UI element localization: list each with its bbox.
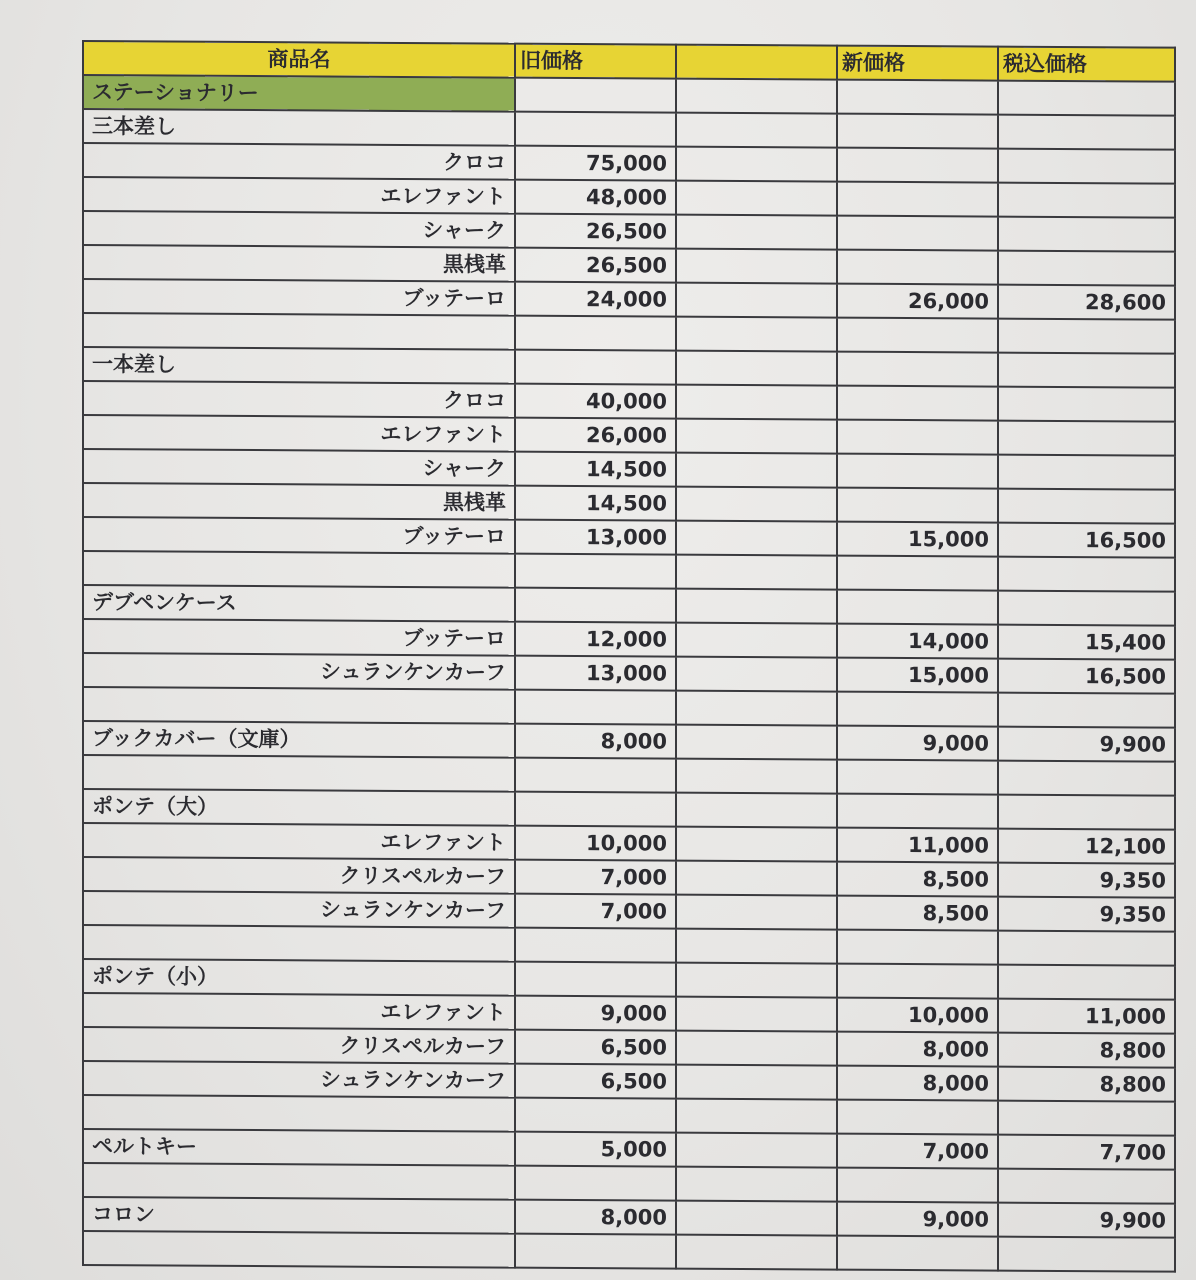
cell-blank	[676, 181, 837, 216]
cell-new-price: 8,000	[837, 1066, 998, 1101]
cell-old-price	[515, 1234, 676, 1269]
cell-new-price: 8,500	[837, 896, 998, 931]
cell-old-price: 26,500	[515, 248, 676, 283]
cell-blank	[676, 317, 837, 352]
cell-new-price: 11,000	[837, 828, 998, 863]
cell-blank	[676, 521, 837, 556]
cell-blank	[676, 759, 837, 794]
cell-old-price: 40,000	[515, 384, 676, 419]
cell-old-price: 6,500	[515, 1030, 676, 1065]
cell-new-price	[837, 420, 998, 455]
cell-tax-price: 7,700	[998, 1135, 1175, 1170]
cell-product-name: ペルトキー	[83, 1129, 515, 1166]
cell-product-name	[83, 925, 515, 962]
cell-blank	[676, 1099, 837, 1134]
cell-tax-price: 28,600	[998, 285, 1175, 320]
cell-new-price: 7,000	[837, 1134, 998, 1169]
cell-product-name: エレファント	[83, 177, 515, 214]
cell-new-price: 8,500	[837, 862, 998, 897]
cell-product-name	[83, 1163, 515, 1200]
cell-tax-price	[998, 387, 1175, 422]
cell-old-price: 26,500	[515, 214, 676, 249]
cell-blank	[676, 283, 837, 318]
cell-product-name	[83, 551, 515, 588]
cell-product-name: 黒桟革	[83, 483, 515, 520]
cell-blank	[676, 1201, 837, 1236]
cell-product-name: ブックカバー（文庫）	[83, 721, 515, 758]
cell-new-price	[837, 1236, 998, 1271]
cell-tax-price: 15,400	[998, 625, 1175, 660]
cell-blank	[676, 589, 837, 624]
cell-new-price	[837, 930, 998, 965]
category-label: ステーショナリー	[83, 75, 515, 112]
cell-blank	[676, 419, 837, 454]
cell-product-name: シャーク	[83, 211, 515, 248]
cell-product-name: 一本差し	[83, 347, 515, 384]
cell-old-price	[515, 690, 676, 725]
cell-old-price: 9,000	[515, 996, 676, 1031]
cell-blank	[676, 1065, 837, 1100]
cell-old-price	[515, 792, 676, 827]
cell-product-name: エレファント	[83, 993, 515, 1030]
cell-blank	[676, 861, 837, 896]
cell-new-price: 9,000	[837, 726, 998, 761]
cell-tax-price: 11,000	[998, 999, 1175, 1034]
cell-blank	[676, 385, 837, 420]
cell-new-price	[837, 488, 998, 523]
cell-tax-price: 9,900	[998, 727, 1175, 762]
cell-old-price: 7,000	[515, 860, 676, 895]
cell-old-price	[515, 350, 676, 385]
cell-tax-price	[998, 1101, 1175, 1136]
cell-tax-price	[998, 81, 1175, 116]
cell-product-name: デブペンケース	[83, 585, 515, 622]
price-table	[82, 40, 1176, 1273]
cell-product-name: ブッテーロ	[83, 619, 515, 656]
cell-new-price: 14,000	[837, 624, 998, 659]
cell-new-price	[837, 352, 998, 387]
cell-product-name: クリスペルカーフ	[83, 857, 515, 894]
cell-old-price	[515, 112, 676, 147]
cell-new-price	[837, 182, 998, 217]
cell-tax-price: 16,500	[998, 523, 1175, 558]
cell-new-price	[837, 556, 998, 591]
cell-tax-price: 8,800	[998, 1067, 1175, 1102]
cell-blank	[676, 929, 837, 964]
cell-blank	[676, 895, 837, 930]
cell-product-name: コロン	[83, 1197, 515, 1234]
cell-tax-price	[998, 183, 1175, 218]
cell-product-name	[83, 313, 515, 350]
cell-blank	[676, 147, 837, 182]
cell-tax-price	[998, 319, 1175, 354]
cell-tax-price	[998, 591, 1175, 626]
cell-blank	[676, 487, 837, 522]
cell-blank	[676, 623, 837, 658]
cell-old-price	[515, 554, 676, 589]
cell-product-name: シュランケンカーフ	[83, 653, 515, 690]
cell-tax-price	[998, 1169, 1175, 1204]
cell-old-price: 48,000	[515, 180, 676, 215]
header-tax-price: 税込価格	[998, 47, 1175, 82]
cell-old-price: 6,500	[515, 1064, 676, 1099]
header-product-name: 商品名	[83, 41, 515, 78]
cell-product-name: クロコ	[83, 143, 515, 180]
cell-blank	[676, 963, 837, 998]
cell-old-price	[515, 928, 676, 963]
cell-new-price	[837, 386, 998, 421]
cell-blank	[676, 691, 837, 726]
cell-tax-price	[998, 931, 1175, 966]
cell-old-price: 8,000	[515, 724, 676, 759]
cell-old-price: 10,000	[515, 826, 676, 861]
cell-old-price: 75,000	[515, 146, 676, 181]
cell-old-price: 13,000	[515, 656, 676, 691]
cell-old-price	[515, 962, 676, 997]
cell-product-name: クリスペルカーフ	[83, 1027, 515, 1064]
cell-old-price: 12,000	[515, 622, 676, 657]
cell-product-name: 三本差し	[83, 109, 515, 146]
cell-old-price: 7,000	[515, 894, 676, 929]
cell-tax-price: 9,350	[998, 897, 1175, 932]
cell-blank	[676, 725, 837, 760]
cell-product-name	[83, 755, 515, 792]
cell-product-name: エレファント	[83, 823, 515, 860]
header-old-price: 旧価格	[515, 44, 676, 79]
cell-product-name: ポンテ（大）	[83, 789, 515, 826]
cell-tax-price	[998, 1237, 1175, 1272]
cell-product-name: 黒桟革	[83, 245, 515, 282]
cell-blank	[676, 113, 837, 148]
cell-tax-price	[998, 761, 1175, 796]
cell-tax-price	[998, 115, 1175, 150]
cell-blank	[676, 555, 837, 590]
cell-tax-price	[998, 965, 1175, 1000]
cell-old-price	[515, 78, 676, 113]
cell-new-price	[837, 216, 998, 251]
cell-product-name: ブッテーロ	[83, 517, 515, 554]
cell-product-name: ポンテ（小）	[83, 959, 515, 996]
cell-old-price: 14,500	[515, 486, 676, 521]
cell-tax-price: 12,100	[998, 829, 1175, 864]
cell-new-price	[837, 1168, 998, 1203]
cell-product-name: エレファント	[83, 415, 515, 452]
cell-tax-price: 16,500	[998, 659, 1175, 694]
cell-old-price: 13,000	[515, 520, 676, 555]
cell-old-price: 14,500	[515, 452, 676, 487]
cell-new-price	[837, 590, 998, 625]
cell-tax-price	[998, 557, 1175, 592]
cell-tax-price: 9,900	[998, 1203, 1175, 1238]
cell-tax-price: 9,350	[998, 863, 1175, 898]
cell-new-price: 15,000	[837, 658, 998, 693]
cell-tax-price	[998, 455, 1175, 490]
cell-old-price: 26,000	[515, 418, 676, 453]
cell-product-name	[83, 1095, 515, 1132]
cell-blank	[676, 249, 837, 284]
cell-blank	[676, 453, 837, 488]
cell-new-price	[837, 318, 998, 353]
cell-blank	[676, 1133, 837, 1168]
cell-blank	[676, 351, 837, 386]
cell-new-price: 8,000	[837, 1032, 998, 1067]
cell-product-name	[83, 687, 515, 724]
cell-new-price: 10,000	[837, 998, 998, 1033]
cell-product-name: ブッテーロ	[83, 279, 515, 316]
cell-blank	[676, 997, 837, 1032]
cell-blank	[676, 215, 837, 250]
cell-new-price	[837, 1100, 998, 1135]
cell-blank	[676, 1235, 837, 1270]
cell-product-name: シュランケンカーフ	[83, 1061, 515, 1098]
cell-tax-price	[998, 693, 1175, 728]
cell-blank	[676, 657, 837, 692]
cell-blank	[676, 827, 837, 862]
cell-blank	[676, 793, 837, 828]
cell-product-name: クロコ	[83, 381, 515, 418]
cell-new-price	[837, 148, 998, 183]
cell-tax-price	[998, 795, 1175, 830]
spacer-row	[83, 1231, 1175, 1272]
cell-tax-price	[998, 353, 1175, 388]
header-blank	[676, 45, 837, 80]
cell-new-price: 9,000	[837, 1202, 998, 1237]
cell-new-price	[837, 80, 998, 115]
header-new-price: 新価格	[837, 46, 998, 81]
cell-product-name: シャーク	[83, 449, 515, 486]
cell-old-price	[515, 758, 676, 793]
cell-tax-price	[998, 421, 1175, 456]
cell-new-price	[837, 250, 998, 285]
cell-old-price: 24,000	[515, 282, 676, 317]
cell-new-price	[837, 760, 998, 795]
cell-blank	[676, 79, 837, 114]
cell-old-price	[515, 1166, 676, 1201]
cell-new-price: 26,000	[837, 284, 998, 319]
cell-blank	[676, 1167, 837, 1202]
cell-old-price	[515, 588, 676, 623]
cell-new-price	[837, 114, 998, 149]
cell-old-price	[515, 1098, 676, 1133]
cell-new-price	[837, 964, 998, 999]
cell-product-name: シュランケンカーフ	[83, 891, 515, 928]
cell-new-price	[837, 454, 998, 489]
cell-product-name	[83, 1231, 515, 1268]
cell-new-price	[837, 692, 998, 727]
cell-blank	[676, 1031, 837, 1066]
cell-tax-price: 8,800	[998, 1033, 1175, 1068]
cell-new-price: 15,000	[837, 522, 998, 557]
cell-tax-price	[998, 217, 1175, 252]
cell-tax-price	[998, 149, 1175, 184]
cell-tax-price	[998, 251, 1175, 286]
cell-old-price: 5,000	[515, 1132, 676, 1167]
cell-old-price: 8,000	[515, 1200, 676, 1235]
cell-new-price	[837, 794, 998, 829]
cell-tax-price	[998, 489, 1175, 524]
cell-old-price	[515, 316, 676, 351]
